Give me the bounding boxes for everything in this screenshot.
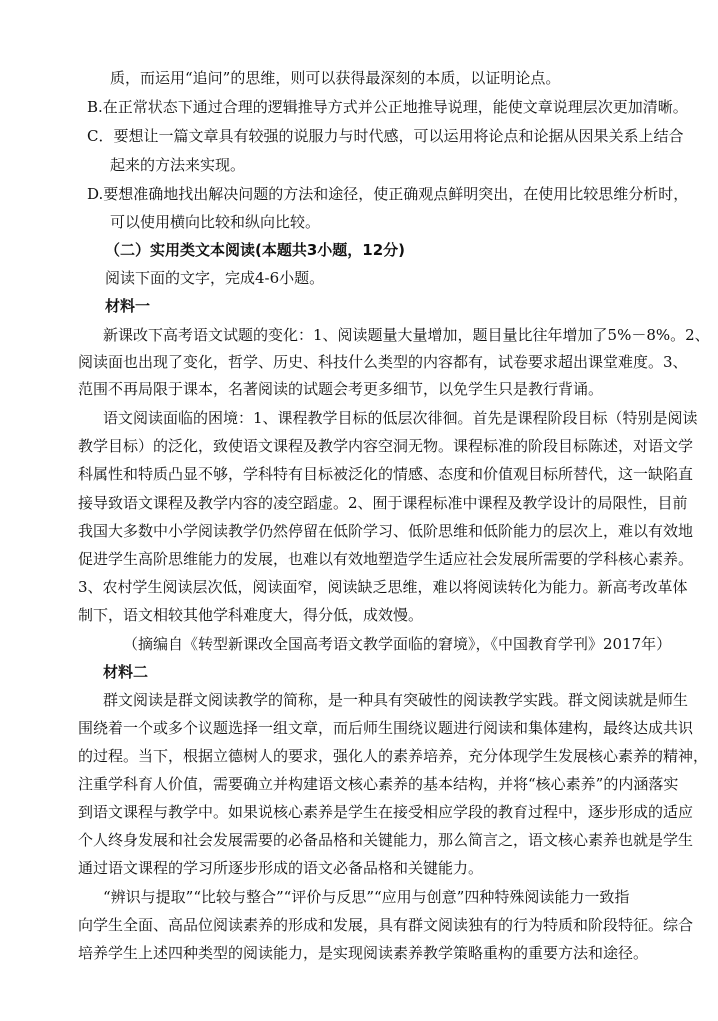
text-line: D.要想准确地找出解决问题的方法和途径，使正确观点鲜明突出，在使用比较思维分析时， — [87, 185, 689, 203]
text-line: B.在正常状态下通过合理的逻辑推导方式并公正地推导说理，能使文章说理层次更加清晰。 — [87, 98, 688, 116]
text-line: 阅读下面的文字，完成4-6小题。 — [105, 269, 325, 287]
text-line: 起来的方法来实现。 — [110, 156, 246, 174]
text-line: “辨识与提取”“比较与整合”“评价与反思”“应用与创意”四种特殊阅读能力一致指 — [103, 888, 630, 906]
text-line: 范围不再局限于课本，名著阅读的试题会考更多细节，以免学生只是教行背诵。 — [78, 380, 604, 398]
text-line: 材料二 — [103, 663, 149, 681]
text-line: 阅读面也出现了变化，哲学、历史、科技什么类型的内容都有，试卷要求超出课堂难度。3、 — [78, 353, 688, 371]
text-line: 的过程。当下，根据立德树人的要求，强化人的素养培养，充分体现学生发展核心素养的精神， — [78, 747, 709, 765]
text-line: 向学生全面、高品位阅读素养的形成和发展，具有群文阅读独有的行为特质和阶段特征。综合 — [78, 916, 694, 934]
text-line: 接导致语文课程及教学内容的凌空蹈虚。2、囿于课程标准中课程及教学设计的局限性，目前 — [78, 494, 688, 512]
text-line: 科属性和特质凸显不够，学科特有目标被泛化的情感、态度和价值观目标所替代，这一缺陷直 — [78, 465, 694, 483]
text-line: 3、农村学生阅读层次低，阅读面窄，阅读缺乏思维，难以将阅读转化为能力。新高考改革体 — [78, 578, 688, 596]
text-line: 新课改下高考语文试题的变化：1、阅读题量大量增加，题目量比往年增加了5%－8%。2、 — [103, 326, 710, 344]
text-line: C．要想让一篇文章具有较强的说服力与时代感，可以运用将论点和论据从因果关系上结合 — [87, 127, 684, 145]
text-line: 群文阅读是群文阅读教学的简称，是一种具有突破性的阅读教学实践。群文阅读就是师生 — [103, 691, 689, 709]
text-line: 制下，语文相较其他学科难度大，得分低，成效慢。 — [78, 606, 424, 624]
text-line: 促进学生高阶思维能力的发展，也难以有效地塑造学生适应社会发展所需要的学科核心素养。 — [78, 550, 694, 568]
text-line: 材料一 — [105, 297, 151, 315]
text-line: （二）实用类文本阅读(本题共3小题，12分) — [105, 241, 406, 259]
text-line: 个人终身发展和社会发展需要的必备品格和关键能力，那么简言之，语文核心素养也就是学生 — [78, 831, 694, 849]
text-line: 注重学科育人价值，需要确立并构建语文核心素养的基本结构，并将“核心素养”的内涵落实 — [78, 775, 679, 793]
text-line: 教学目标）的泛化，致使语文课程及教学内容空洞无物。课程标准的阶段目标陈述，对语文学 — [78, 437, 694, 455]
text-line: 可以使用横向比较和纵向比较。 — [110, 213, 321, 231]
text-line: 到语文课程与教学中。如果说核心素养是学生在接受相应学段的教育过程中，逐步形成的适应 — [78, 803, 694, 821]
text-line: 语文阅读面临的困境：1、课程教学目标的低层次徘徊。首先是课程阶段目标（特别是阅读 — [103, 409, 698, 427]
text-line: 围绕着一个或多个议题选择一组文章，而后师生围绕议题进行阅读和集体建构，最终达成共识 — [78, 719, 694, 737]
text-line: 培养学生上述四种类型的阅读能力，是实现阅读素养教学策略重构的重要方法和途径。 — [78, 944, 649, 962]
text-line: 通过语文课程的学习所逐步形成的语文必备品格和关键能力。 — [78, 859, 484, 877]
text-line: 我国大多数中小学阅读教学仍然停留在低阶学习、低阶思维和低阶能力的层次上，难以有效地 — [78, 522, 694, 540]
text-line: （摘编自《转型新课改全国高考语文教学面临的窘境》，《中国教育学刊》2017年） — [123, 635, 672, 653]
text-line: 质，而运用“追问”的思维，则可以获得最深刻的本质，以证明论点。 — [110, 69, 561, 87]
